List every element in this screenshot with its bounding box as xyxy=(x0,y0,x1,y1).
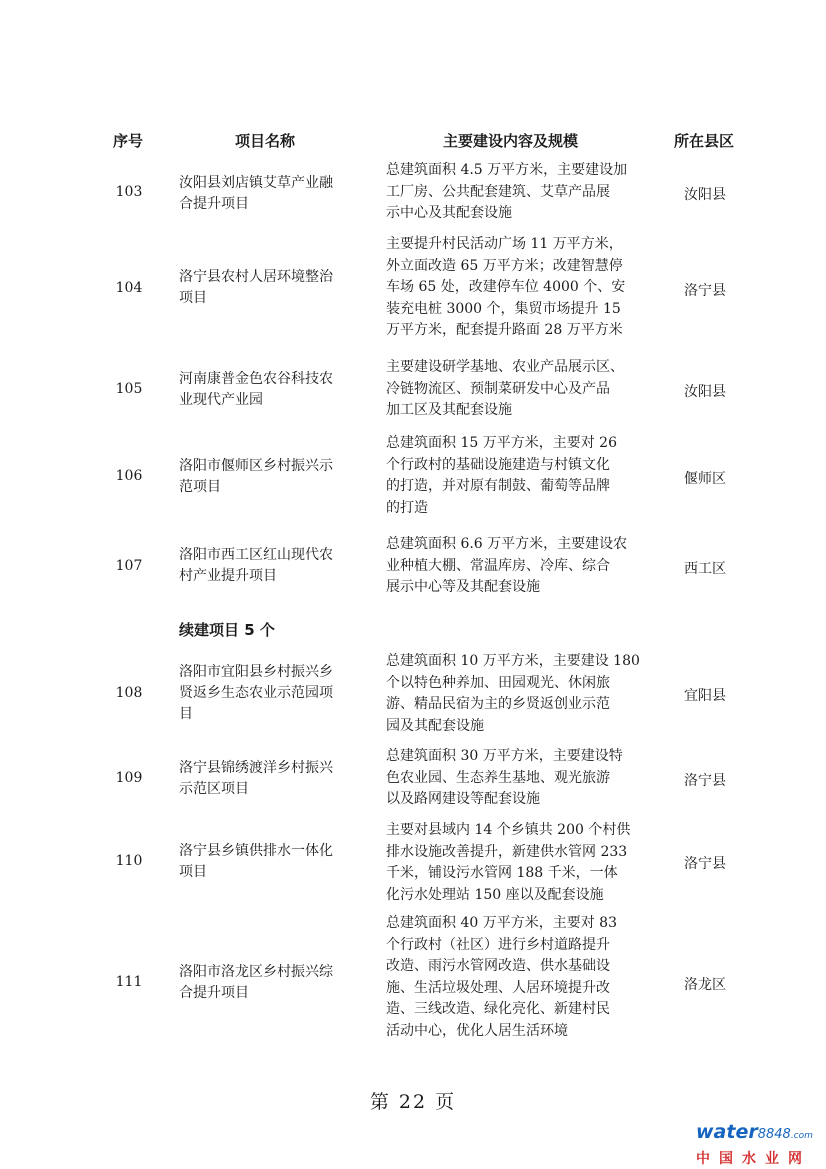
project-county: 西工区 xyxy=(684,561,726,577)
project-name: 河南康普金色农谷科技农 业现代产业园 xyxy=(179,371,333,408)
row-number: 108 xyxy=(115,685,143,701)
project-county: 汝阳县 xyxy=(684,187,726,203)
project-name: 洛阳市偃师区乡村振兴示 范项目 xyxy=(179,458,333,495)
logo-domain: .com xyxy=(790,1131,813,1141)
row-number: 109 xyxy=(115,770,143,786)
project-county: 汝阳县 xyxy=(684,384,726,400)
project-name: 洛阳市西工区红山现代农 村产业提升项目 xyxy=(179,547,333,584)
project-content: 总建筑面积 6.6 万平方米，主要建设农 业种植大棚、常温库房、冷库、综合 展示中心等及其配套设施 xyxy=(386,536,628,595)
project-content: 总建筑面积 30 万平方米，主要建设特 色农业园、生态养生基地、观光旅游 以及路网建设等配套设施 xyxy=(386,748,623,807)
project-content: 总建筑面积 40 万平方米，主要对 83 个行政村（社区）进行乡村道路提升 改造、雨污水管网改造、供水基础设 施、生活垃圾处理、人居环境提升改 造、三线改造、绿化亮化、新建村民 活动中心，优化人居生活环境 xyxy=(386,915,617,1039)
project-name: 洛宁县农村人居环境整治 项目 xyxy=(179,269,333,306)
project-content: 总建筑面积 15 万平方米，主要对 26 个行政村的基础设施建造与村镇文化 的打造，并对原有制鼓、葡萄等品牌 的打造 xyxy=(386,435,617,516)
project-county: 洛龙区 xyxy=(684,977,726,993)
section-heading: 续建项目 5 个 xyxy=(179,621,275,639)
project-name: 洛阳市洛龙区乡村振兴综 合提升项目 xyxy=(179,964,333,1001)
project-name: 洛宁县乡镇供排水一体化 项目 xyxy=(179,843,333,880)
project-content: 总建筑面积 4.5 万平方米，主要建设加 工厂房、公共配套建筑、艾草产品展 示中心及其配套设施 xyxy=(386,162,628,221)
row-number: 105 xyxy=(115,381,143,397)
header-county: 所在县区 xyxy=(674,132,735,150)
project-name: 洛宁县锦绣渡洋乡村振兴 示范区项目 xyxy=(179,760,333,797)
row-number: 104 xyxy=(115,280,143,296)
project-county: 偃师区 xyxy=(684,471,726,487)
project-name: 汝阳县刘店镇艾草产业融 合提升项目 xyxy=(179,175,333,212)
logo-word: water xyxy=(696,1121,758,1143)
watermark-logo xyxy=(696,1122,812,1168)
header-no: 序号 xyxy=(113,132,144,150)
project-content: 主要提升村民活动广场 11 万平方米， 外立面改造 65 万平方米；改建智慧停 车场 65 处，改建停车位 4000 个、安 装充电桩 3000 个，集贸市场提升 15 万平方米，配套提升路面 28 万平方米 xyxy=(386,236,626,338)
project-content: 主要建设研学基地、农业产品展示区、 冷链物流区、预制菜研发中心及产品 加工区及其配套设施 xyxy=(386,359,624,418)
row-number: 107 xyxy=(115,558,143,574)
page-number: 第 22 页 xyxy=(369,1091,457,1113)
project-content: 总建筑面积 10 万平方米，主要建设 180 个以特色种养加、田园观光、休闲旅 游、精品民宿为主的乡贤返创业示范 园及其配套设施 xyxy=(386,653,640,734)
logo-chinese: 中国水业网 xyxy=(696,1151,811,1167)
project-name: 洛阳市宜阳县乡村振兴乡 贤返乡生态农业示范园项 目 xyxy=(179,664,333,722)
project-county: 洛宁县 xyxy=(684,773,726,789)
project-county: 洛宁县 xyxy=(684,283,726,299)
header-name: 项目名称 xyxy=(235,132,296,150)
project-county: 宜阳县 xyxy=(684,688,726,704)
header-content: 主要建设内容及规模 xyxy=(443,132,579,150)
project-county: 洛宁县 xyxy=(684,856,726,872)
logo-number: 8848 xyxy=(757,1127,791,1142)
row-number: 111 xyxy=(115,974,143,990)
project-content: 主要对县域内 14 个乡镇共 200 个村供 排水设施改善提升，新建供水管网 233 千米，铺设污水管网 188 千米，一体 化污水处理站 150 座以及配套设施 xyxy=(386,822,631,903)
row-number: 106 xyxy=(115,468,143,484)
row-number: 110 xyxy=(115,853,143,869)
row-number: 103 xyxy=(115,184,143,200)
